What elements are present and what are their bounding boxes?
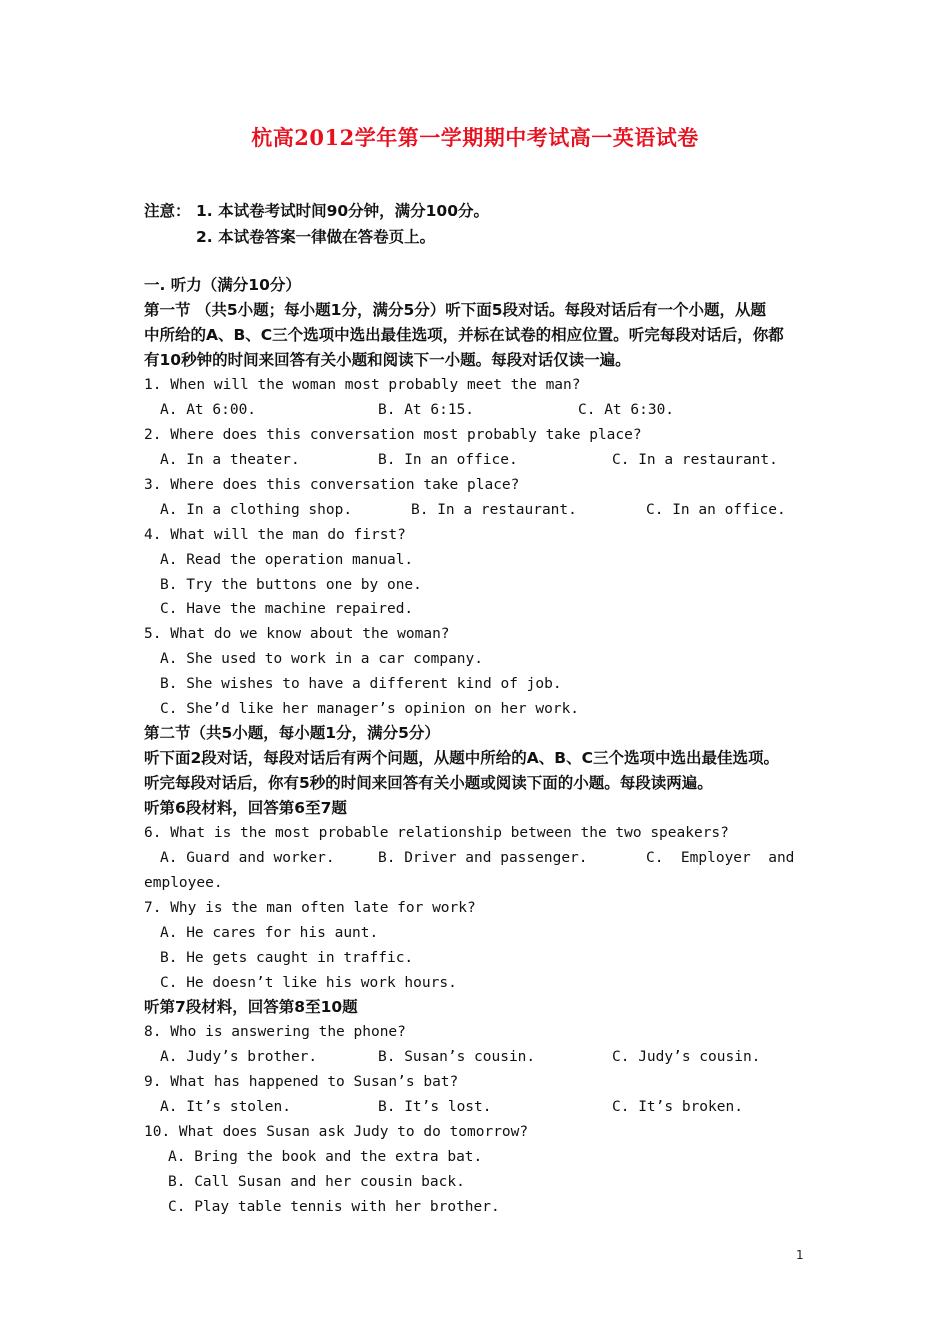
question-5: 5. What do we know about the woman? — [144, 626, 450, 642]
q1-option-c: C. At 6:30. — [578, 402, 675, 418]
q7-option-c: C. He doesn’t like his work hours. — [160, 975, 457, 991]
q10-option-b: B. Call Susan and her cousin back. — [168, 1174, 465, 1190]
q7-option-a: A. He cares for his aunt. — [160, 925, 379, 941]
q8-option-c: C. Judy’s cousin. — [612, 1049, 761, 1065]
q3-option-a: A. In a clothing shop. — [160, 502, 353, 518]
part2-instructions-line2: 听完每段对话后，你有5秒的时间来回答有关小题或阅读下面的小题。每段读两遍。 — [144, 774, 713, 792]
q1-option-a: A. At 6:00. — [160, 402, 257, 418]
q3-option-b: B. In a restaurant. — [411, 502, 577, 518]
q6-option-b: B. Driver and passenger. — [378, 850, 588, 866]
part1-instructions-line2: 中所给的A、B、C三个选项中选出最佳选项，并标在试卷的相应位置。听完每段对话后，你都 — [144, 326, 784, 344]
q10-option-a: A. Bring the book and the extra bat. — [168, 1149, 483, 1165]
q5-option-a: A. She used to work in a car company. — [160, 651, 484, 667]
q4-option-b: B. Try the buttons one by one. — [160, 577, 422, 593]
question-2: 2. Where does this conversation most probably take place? — [144, 427, 642, 443]
q7-option-b: B. He gets caught in traffic. — [160, 950, 414, 966]
notice-item-1: 1. 本试卷考试时间90分钟，满分100分。 — [196, 202, 489, 220]
part2-instructions-line1: 听下面2段对话，每段对话后有两个问题，从题中所给的A、B、C三个选项中选出最佳选项。 — [144, 749, 779, 767]
part2-heading: 第二节（共5小题，每小题1分，满分5分） — [144, 724, 440, 742]
q3-option-c: C. In an office. — [646, 502, 786, 518]
question-10: 10. What does Susan ask Judy to do tomorrow? — [144, 1124, 529, 1140]
question-6: 6. What is the most probable relationship between the two speakers? — [144, 825, 729, 841]
q9-option-b: B. It’s lost. — [378, 1099, 492, 1115]
exam-title: 杭高2012学年第一学期期中考试高一英语试卷 — [251, 125, 699, 150]
part1-instructions-line1: 第一节 （共5小题；每小题1分，满分5分）听下面5段对话。每段对话后有一个小题，从题 — [144, 301, 767, 319]
q9-option-a: A. It’s stolen. — [160, 1099, 291, 1115]
question-1: 1. When will the woman most probably meet the man? — [144, 377, 581, 393]
q5-option-c: C. She’d like her manager’s opinion on her work. — [160, 701, 580, 717]
q6-option-c-continued: employee. — [144, 875, 223, 891]
q9-option-c: C. It’s broken. — [612, 1099, 743, 1115]
q4-option-c: C. Have the machine repaired. — [160, 601, 414, 617]
material-6-heading: 听第6段材料，回答第6至7题 — [144, 799, 347, 817]
q8-option-b: B. Susan’s cousin. — [378, 1049, 536, 1065]
q6-option-a: A. Guard and worker. — [160, 850, 335, 866]
question-7: 7. Why is the man often late for work? — [144, 900, 476, 916]
page-number: 1 — [796, 1248, 804, 1262]
notice-item-2: 2. 本试卷答案一律做在答卷页上。 — [196, 228, 436, 246]
q2-option-a: A. In a theater. — [160, 452, 300, 468]
q4-option-a: A. Read the operation manual. — [160, 552, 414, 568]
q6-option-c: C. Employer and — [646, 850, 795, 866]
q2-option-b: B. In an office. — [378, 452, 518, 468]
q1-option-b: B. At 6:15. — [378, 402, 475, 418]
question-8: 8. Who is answering the phone? — [144, 1024, 406, 1040]
question-9: 9. What has happened to Susan’s bat? — [144, 1074, 459, 1090]
q5-option-b: B. She wishes to have a different kind of job. — [160, 676, 562, 692]
section-heading: 一. 听力（满分10分） — [144, 276, 301, 294]
material-7-heading: 听第7段材料，回答第8至10题 — [144, 998, 358, 1016]
notice-label: 注意： — [144, 202, 191, 220]
q2-option-c: C. In a restaurant. — [612, 452, 778, 468]
question-3: 3. Where does this conversation take place? — [144, 477, 520, 493]
part1-instructions-line3: 有10秒钟的时间来回答有关小题和阅读下一小题。每段对话仅读一遍。 — [144, 351, 631, 369]
q10-option-c: C. Play table tennis with her brother. — [168, 1199, 500, 1215]
question-4: 4. What will the man do first? — [144, 527, 406, 543]
q8-option-a: A. Judy’s brother. — [160, 1049, 318, 1065]
